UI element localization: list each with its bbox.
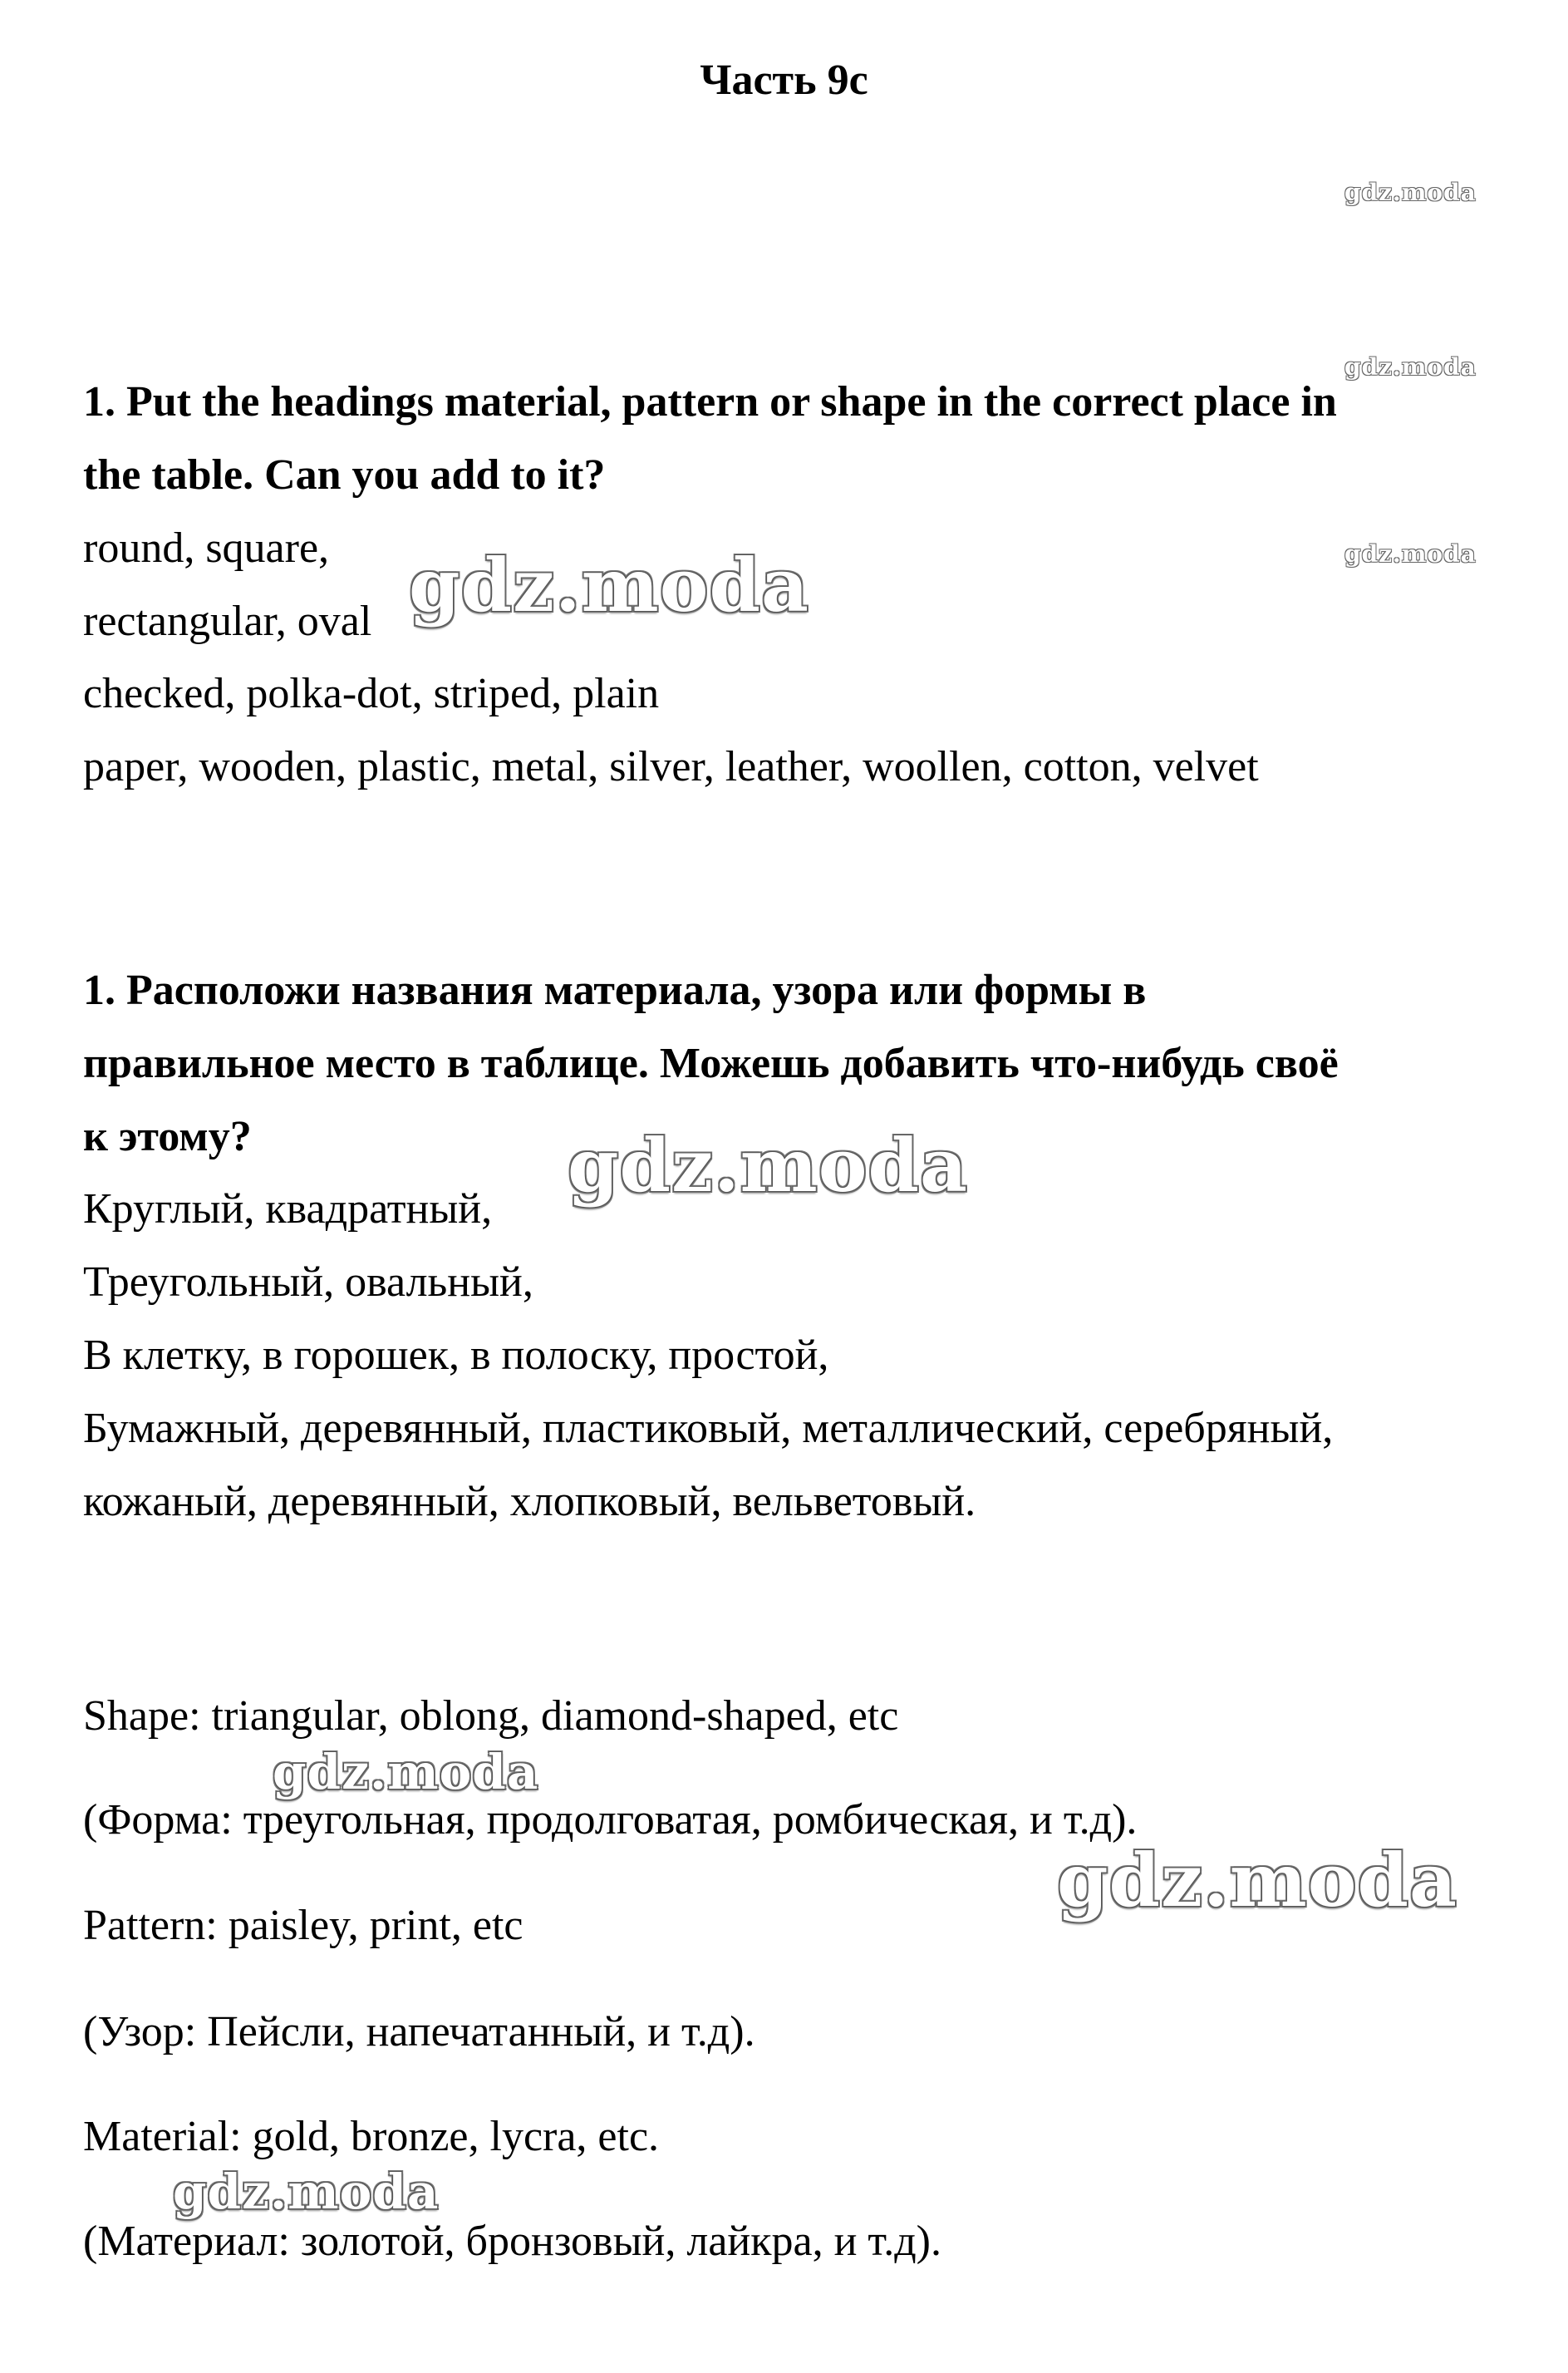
watermark: gdz.moda — [173, 2164, 440, 2220]
watermark: gdz.moda — [1344, 540, 1477, 568]
task-ru-line-materials-2: кожаный, деревянный, хлопковый, вельветовый. — [83, 1478, 976, 1525]
task-ru-line-shapes-2: Треугольный, овальный, — [83, 1258, 533, 1306]
watermark: gdz.moda — [1057, 1837, 1458, 1923]
task-heading-en-line2: the table. Can you add to it? — [83, 451, 606, 499]
task-heading-en-line1: 1. Put the headings material, pattern or shape in the correct place in — [83, 378, 1337, 426]
answer-material-en: Material: gold, bronze, lycra, etc. — [83, 2113, 660, 2160]
task-ru-line-shapes: Круглый, квадратный, — [83, 1185, 493, 1233]
task-heading-ru-line3: к этому? — [83, 1113, 252, 1160]
answer-pattern-en: Pattern: paisley, print, etc — [83, 1902, 523, 1949]
task-en-line-materials: paper, wooden, plastic, metal, silver, leather, woollen, cotton, velvet — [83, 743, 1259, 790]
watermark: gdz.moda — [568, 1122, 969, 1209]
answer-shape-en: Shape: triangular, oblong, diamond-shaped, etc — [83, 1692, 899, 1740]
watermark: gdz.moda — [1344, 353, 1477, 381]
page-title: Часть 9с — [700, 57, 868, 104]
task-heading-ru-line1: 1. Расположи названия материала, узора или формы в — [83, 967, 1147, 1014]
task-en-line-patterns: checked, polka-dot, striped, plain — [83, 670, 660, 717]
answer-pattern-ru: (Узор: Пейсли, напечатанный, и т.д). — [83, 2008, 755, 2055]
watermark: gdz.moda — [409, 542, 810, 628]
answer-shape-ru: (Форма: треугольная, продолговатая, ромбическая, и т.д). — [83, 1796, 1138, 1844]
task-en-line-shapes: round, square, — [83, 524, 330, 572]
task-ru-line-patterns: В клетку, в горошек, в полоску, простой, — [83, 1332, 829, 1379]
watermark: gdz.moda — [1344, 179, 1477, 206]
watermark: gdz.moda — [273, 1744, 539, 1800]
answer-material-ru: (Материал: золотой, бронзовый, лайкра, и т.д). — [83, 2218, 941, 2265]
task-en-line-shapes-2: rectangular, oval — [83, 598, 372, 645]
task-ru-line-materials: Бумажный, деревянный, пластиковый, металлический, серебряный, — [83, 1405, 1334, 1452]
task-heading-ru-line2: правильное место в таблице. Можешь добавить что-нибудь своё — [83, 1040, 1339, 1087]
